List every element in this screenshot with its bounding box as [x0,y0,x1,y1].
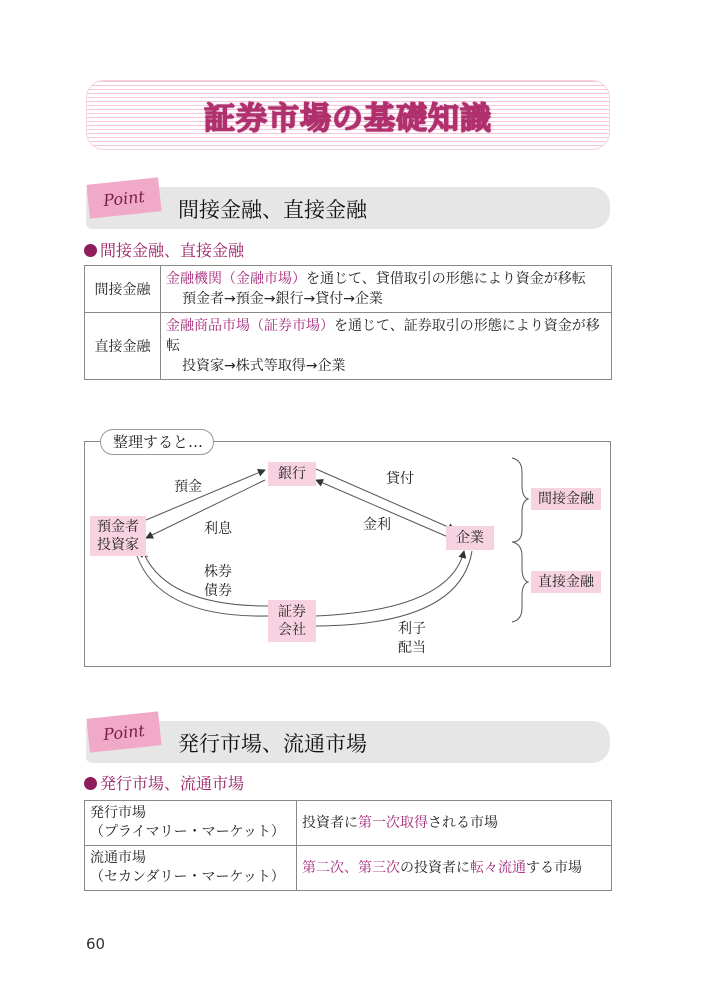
point-bar-2 [86,721,610,763]
node-securities: 証券 会社 [268,600,316,642]
arrow-deposit [146,470,265,520]
brace-direct [512,542,528,622]
point-badge: Point [86,177,161,218]
market-table [84,800,612,891]
row-description: 第二次、第三次の投資者に転々流通する市場 [297,846,612,891]
arrow-stocks-left [137,556,268,616]
table-row [85,846,612,891]
label-kinri: 金利 [363,517,391,533]
flow-text: 預金者→預金→銀行→貸付→企業 [182,291,383,307]
section-heading-1: 間接金融、直接金融 [84,238,244,261]
row-description: 金融機関（金融市場）を通じて、貸借取引の形態により資金が移転 預金者→預金→銀行→貸付→企業 [161,266,612,313]
label-stocks: 株券 債券 [204,564,232,599]
bullet-icon [84,777,97,790]
page-number: 60 [86,935,106,953]
node-investor: 預金者 投資家 [90,516,146,556]
table-row [85,801,612,846]
section-heading-2: 発行市場、流通市場 [84,771,244,794]
page-title: 証券市場の基礎知識 [204,100,492,137]
label-interest: 利息 [204,521,232,537]
brace-indirect [512,458,528,542]
point-badge: Point [86,711,161,752]
diagram-label: 整理すると… [100,429,214,455]
node-company: 企業 [446,526,494,550]
row-label: 発行市場 （プライマリー・マーケット） [85,801,297,846]
row-description: 金融商品市場（証券市場）を通じて、証券取引の形態により資金が移転 投資家→株式等取得→企業 [161,313,612,380]
point-title-1: 間接金融、直接金融 [178,198,367,222]
node-bank: 銀行 [268,462,316,486]
row-description: 投資者に第一次取得される市場 [297,801,612,846]
label-indirect-finance: 間接金融 [531,488,601,510]
label-returns: 利子 配当 [398,621,426,656]
label-loan: 貸付 [386,471,414,487]
label-deposit: 預金 [174,479,202,495]
row-label: 流通市場 （セカンダリー・マーケット） [85,846,297,891]
arrow-stocks-right [316,551,464,616]
flow-text: 投資家→株式等取得→企業 [182,358,346,374]
row-label: 直接金融 [85,313,161,380]
row-label: 間接金融 [85,266,161,313]
label-direct-finance: 直接金融 [531,571,601,593]
point-title-2: 発行市場、流通市場 [178,732,367,756]
